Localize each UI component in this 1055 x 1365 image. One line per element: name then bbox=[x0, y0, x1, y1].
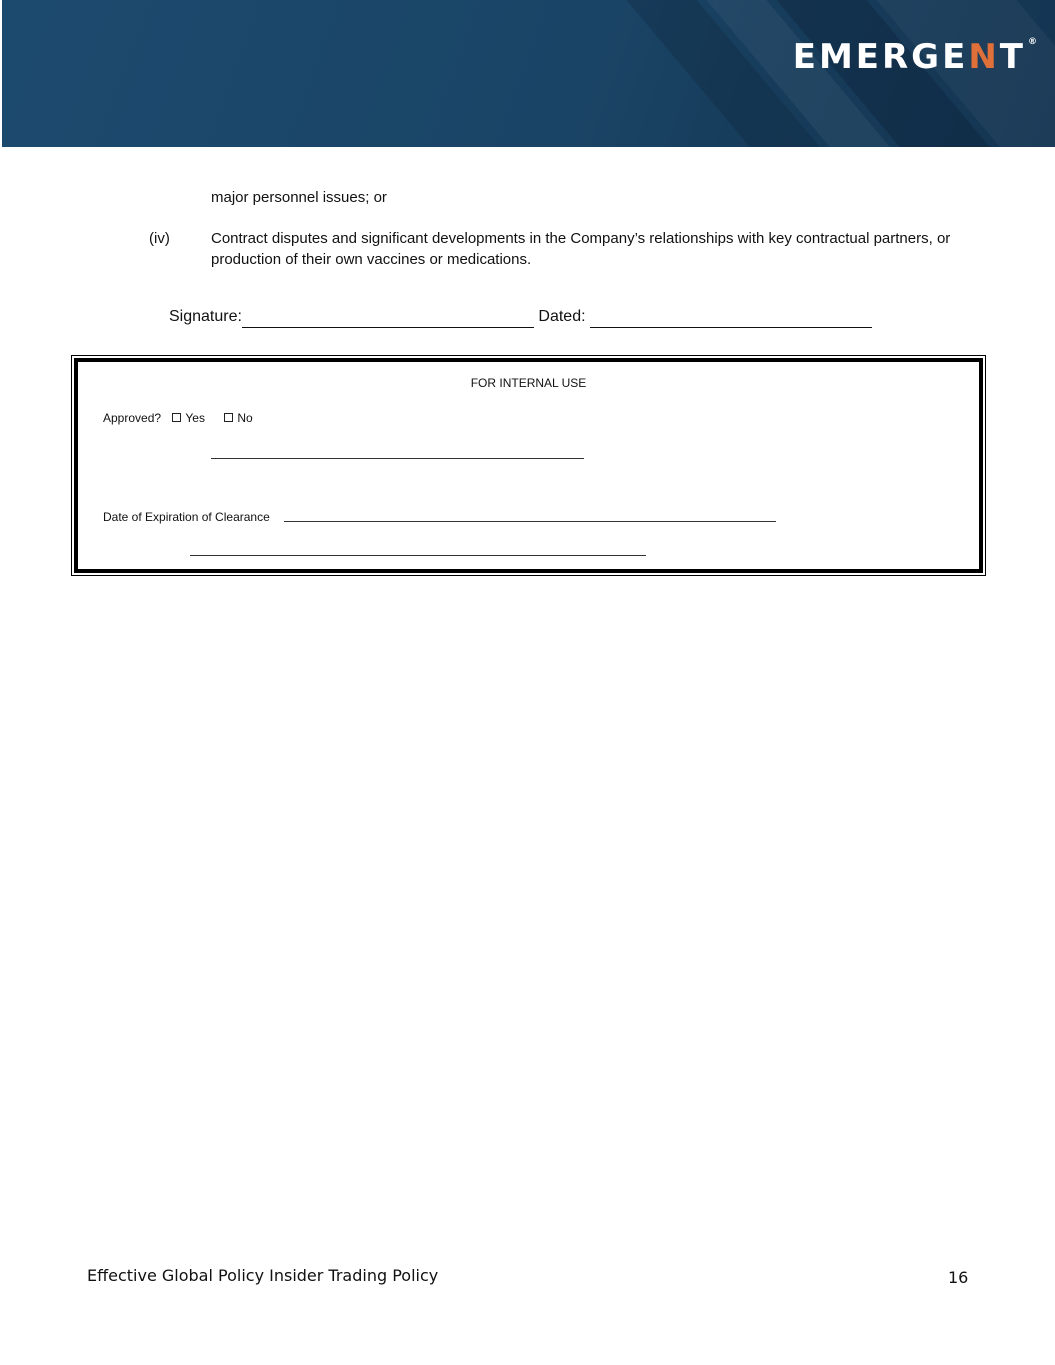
internal-use-box bbox=[74, 358, 983, 573]
yes-label: Yes bbox=[185, 411, 205, 425]
dated-field[interactable] bbox=[590, 309, 872, 328]
dated-label: Dated: bbox=[538, 308, 586, 325]
footer-title: Effective Global Policy Insider Trading Policy bbox=[87, 1266, 439, 1285]
no-checkbox[interactable] bbox=[224, 413, 233, 422]
list-item-number: (iv) bbox=[149, 230, 170, 247]
header-banner bbox=[2, 0, 1055, 147]
signature-label: Signature: bbox=[169, 308, 242, 325]
continuation-text: major personnel issues; or bbox=[211, 189, 387, 206]
approval-row bbox=[103, 411, 253, 425]
yes-checkbox[interactable] bbox=[172, 413, 181, 422]
list-item-text: Contract disputes and significant developments in the Company’s relationships with key contractual partners, or production of their own vaccines or medications. bbox=[211, 230, 951, 268]
approved-label: Approved? bbox=[103, 411, 162, 425]
no-label: No bbox=[237, 411, 253, 425]
internal-use-title: FOR INTERNAL USE bbox=[470, 376, 587, 390]
approver-signature-line[interactable] bbox=[211, 458, 584, 459]
signature-field[interactable] bbox=[242, 309, 534, 328]
emergent-logo: EMERGENT ® bbox=[792, 37, 1037, 77]
signature-row bbox=[169, 306, 872, 328]
bottom-signature-line[interactable] bbox=[190, 555, 646, 556]
page-number: 16 bbox=[948, 1268, 969, 1287]
expiration-date-line[interactable] bbox=[284, 521, 776, 522]
expiration-label: Date of Expiration of Clearance bbox=[103, 510, 270, 524]
